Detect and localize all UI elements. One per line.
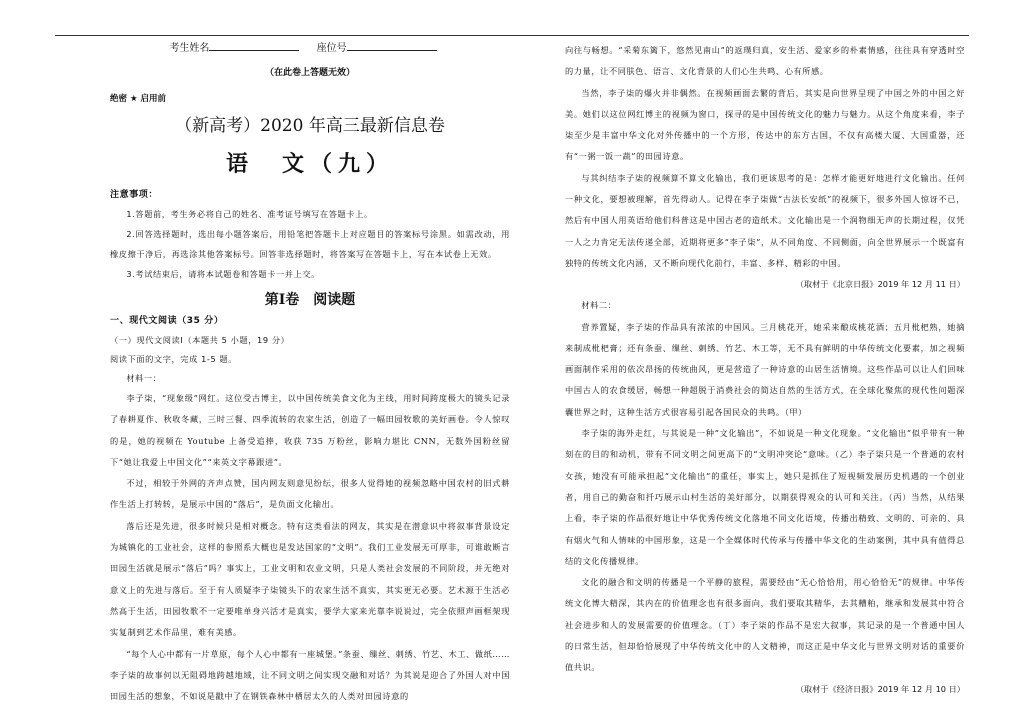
- body-paragraph: 李子柒，“现象级”网红。这位受古博主，以中国传统美食文化为主线，用时间跨度极大的镜头记录了春耕夏作、秋收冬藏，三时三餐、四季流转的农家生活，创造了一幅田园牧歌的美好画卷。令人惊叹的是，她的视频在 Youtube 上备受追捧，收获 735 万粉丝，影响力堪比 CNN，无数外国粉丝留下“她让我爱上中国文化”“来英文字幕跟进”。: [110, 393, 510, 467]
- material2-label: 材料二：: [581, 300, 617, 311]
- body-paragraph: 当然，李子柒的爆火并非偶然。在视频画面去繁的背后，其实是向世界呈现了中国之外的中国之好美。她们以这位网红博主的视频为窗口，探寻的是中国传统文化的魅力与魅力。从这个角度来看，李子柒至少是丰富中华文化对外传播中的一个方形，传达中的东方古国，不仅有高楼大厦、大国重器，还有“一粥一饭一蔬”的田园诗意。: [565, 87, 965, 162]
- notes-heading: 注意事项：: [110, 190, 159, 200]
- subject-title: 语 文（九）: [225, 151, 394, 177]
- section-title: 第Ⅰ卷 阅读题: [264, 292, 356, 308]
- material1-label: 材料一：: [126, 373, 162, 383]
- note-item: 3.考试结束后，请将本试题卷和答题卡一并上交。: [126, 269, 320, 279]
- left-column: [110, 40, 510, 707]
- part1-subheading: （一）现代文阅读Ⅰ（本题共 5 小题，19 分）: [110, 335, 290, 345]
- candidate-info-row: [110, 40, 510, 58]
- source-citation: （取材于《北京日报》2019 年 12 月 11 日）: [795, 279, 965, 290]
- top-rule: [55, 35, 969, 36]
- body-paragraph: 营养置疑，李子柒的作品具有浓浓的中国风。三月桃花开，她采来酿成桃花酒；五月枇杷熟，她摘来制成枇杷膏；还有条蚕、缫丝、刺绣、竹艺、木工等，无不具有鲜明的中华传统文化要素，加之视频画面制作采用的依次昂扬的传统曲风，更是营造了一种诗意的山居生活情境。这些作品可以让人们回味中国古人的农食缓居，畅想一种超脱于消费社会的简达自然的生活方式，在全球化聚焦的现代性问题深囊世界之时，这种生活方式很容易引起各国民众的共鸣。（甲）: [565, 321, 965, 417]
- secret-label: 绝密 ★ 启用前: [110, 94, 167, 104]
- note-item: 1.答题前，考生务必将自己的姓名、准考证号填写在答题卡上。: [126, 209, 373, 219]
- body-paragraph: 不过，相较于外网的齐声点赞，国内网友则意见纷纭，很多人觉得她的视频忽略中国农村的旧式耕作生活上打转转，是展示中国的“落后”，是负面文化输出。: [110, 478, 510, 510]
- exam-title: （新高考）2020 年高三最新信息卷: [175, 116, 445, 136]
- name-field[interactable]: [209, 40, 299, 51]
- body-paragraph: 李子柒的海外走红，与其说是一种“文化输出”，不如说是一种文化现象。“文化输出”似乎带有一种刻在的目的和动机，带有不同文明之间更高下的“文明冲突论”意味。（乙）李子柒只是一个普通的农村女孩，她没有可能承担起“文化输出”的重任，事实上，她只是抓住了短视频发展历史机遇的一个创业者，用自己的勤奋和扦巧展示山村生活的美好部分，以期获得观众的认可和关注。（丙）当然，从结果上看，李子柒的作品很好地让中华优秀传统文化落地不同文化语境，传播出精致、文明的、可亲的、具有烟火气和人情味的中国形象，这是一个全媒体时代传承与传播中华文化的生动案例，其中具有值得总结的文化传播规律。: [565, 428, 965, 566]
- right-column: [565, 40, 965, 700]
- body-paragraph: “每个人心中都有一片草原，每个人心中都有一座城堡。”条蚕、缫丝、刺绣、竹艺、木工、做纸……李子柒的故事何以无阻碍地跨越地域，让不同文明之间实现交融和对话？为其说是迎合了外国人对中国田园生活的想象，不如说是戳中了在钢铁森林中栖居太久的人类对田园诗意的: [110, 648, 510, 702]
- body-paragraph: 与其纠结李子柒的视频算不算文化输出，我们更该思考的是：怎样才能更好地进行文化输出。任何一种文化，要想被理解，首先得动人。记得在李子柒做“古法长安纸”的视频下，很多外国人惊讶不已，然后有中国人用英语给他们科普这是中国古老的造纸术。文化输出是一个润物细无声的长期过程，仅凭一人之力肯定无法传递全部，近期将更多“李子柒”，从不同角度、不同侧面，向全世界展示一个既富有独特的传统文化内涵，又不断向现代化前行，丰富、多样、精彩的中国。: [565, 172, 965, 268]
- name-label: 考生姓名: [169, 43, 210, 54]
- body-paragraph: 向往与畅想。“采菊东篱下，悠然见南山”的返璞归真，安生活、爱家乡的朴素情感，往往具有穿透时空的力量，让不同肤色、语言、文化背景的人们心生共鸣、心有所感。: [565, 45, 965, 77]
- body-paragraph: 文化的融合和文明的传播是一个平静的旅程，需要经由“无心恰恰用，用心恰恰无”的规律。中华传统文化博大精深，其内在的价值理念也有很多面向，我们要取其精华，去其糟粕，继承和发展其中符合社会进步和人的发展需要的价值理念。（丁）李子柒的作品不是宏大叙事，其记录的是一个普通中国人的日常生活，但却恰恰展现了中华传统文化中的人文精神，而这正是中华文化与世界文明对话的重要价值共识。: [565, 577, 965, 673]
- note-item: 2.回答选择题时，选出每小题答案后，用铅笔把答题卡上对应题目的答案标号涂黑。如需改动，用橡皮擦干净后，再选涂其他答案标号。回答非选择题时，将答案写在答题卡上，写在本试卷上无效。: [110, 229, 510, 259]
- part1-heading: 一、现代文阅读（35 分）: [110, 316, 224, 326]
- invalid-note: （在此卷上答题无效）: [264, 68, 355, 78]
- seat-label: 座位号: [316, 43, 347, 54]
- seat-field[interactable]: [347, 40, 437, 51]
- source-citation: （取材于《经济日报》2019 年 12 月 10 日）: [795, 683, 965, 694]
- body-paragraph: 落后还是先进，很多时候只是相对概念。特有这类看法的网友，其实是在潜意识中将叙事背景设定为城镇化的工业社会，这样的参照系大概也是发达国家的“文明”。我们工业发展无可厚非，可谁敢断言田园生活就是展示“落后”吗？事实上，工业文明和农业文明，只是人类社会发展的不同阶段，并无绝对意义上的先进与落后。至于有人质疑李子柒镜头下的农家生活不真实，其实更无必要。艺术源于生活必然高于生活，田园牧歌不一定要唯单身兴活才是真实，要学大家来光靠李说说过，完全依照声画框架现实复制到艺术作品里，难有美感。: [110, 520, 510, 638]
- instruction: 阅读下面的文字，完成 1-5 题。: [110, 354, 238, 364]
